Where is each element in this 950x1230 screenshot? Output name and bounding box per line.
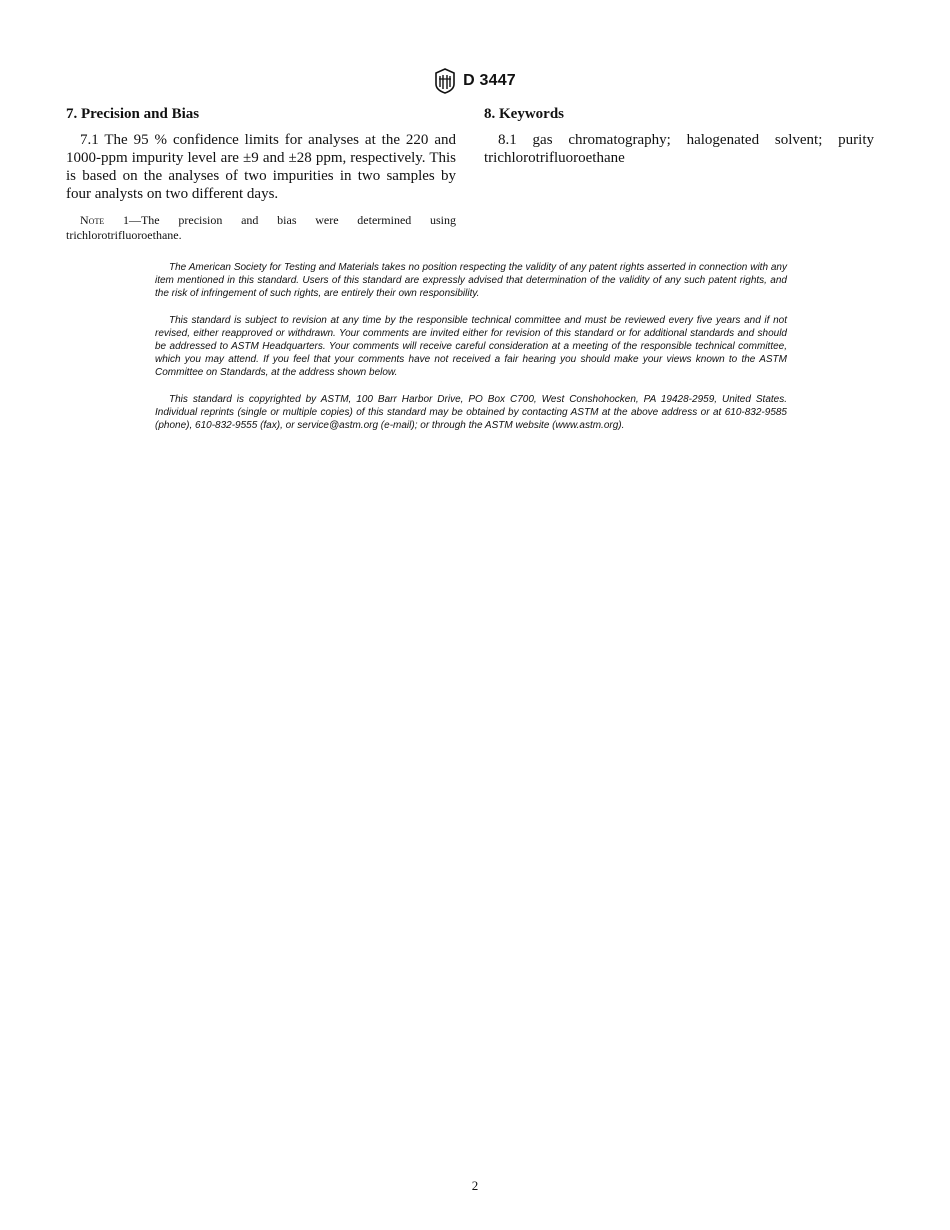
- patent-notice: The American Society for Testing and Materials takes no position respecting the validity of any patent rights asserted in connection with any item mentioned in this standard. Users of this standard are expressly advised that determination of the validity of any such patent rights, and the risk of infringement of such rights, are entirely their own responsibility.: [155, 262, 787, 300]
- revision-notice: This standard is subject to revision at any time by the responsible technical committee and must be reviewed every five years and if not revised, either reapproved or withdrawn. Your comments are invited either for revision of this standard or for additional standards and should be addressed to ASTM Headquarters. Your comments will receive careful consideration at a meeting of the responsible technical committee, which you may attend. If you feel that your comments have not received a fair hearing you should make your views known to the ASTM Committee on Standards, at the address shown below.: [155, 314, 787, 379]
- section-heading-keywords: 8. Keywords: [484, 106, 564, 122]
- page-header: [0, 68, 950, 94]
- section-heading-precision-bias: 7. Precision and Bias: [66, 106, 200, 122]
- legal-notices: [155, 261, 787, 445]
- note-1: [66, 213, 456, 243]
- note-text: —The precision and bias were determined using trichlorotrifluoroethane.: [66, 213, 457, 242]
- astm-logo-icon: [434, 68, 456, 94]
- copyright-notice: This standard is copyrighted by ASTM, 100 Barr Harbor Drive, PO Box C700, West Conshohocken, PA 19428-2959, United States. Individual reprints (single or multiple copies) of this standard may be obtained by contacting ASTM at the above address or at 610-832-9585 (phone), 610-832-9555 (fax), or service@astm.org (e-mail); or through the ASTM website (www.astm.org).: [155, 393, 787, 432]
- paragraph-7-1: 7.1 The 95 % confidence limits for analyses at the 220 and 1000-ppm impurity level are ±9 and ±28 ppm, respectively. This is based on the analyses of two impurities in two samples by four analysts on two different days.: [66, 132, 456, 202]
- left-column: [66, 104, 456, 243]
- standard-designation: D 3447: [463, 72, 516, 89]
- paragraph-8-1: 8.1 gas chromatography; halogenated solvent; purity trichlorotrifluoroethane: [484, 132, 874, 166]
- page-number: 2: [471, 1178, 479, 1193]
- right-column: [484, 104, 874, 167]
- note-label: Note 1: [80, 213, 129, 227]
